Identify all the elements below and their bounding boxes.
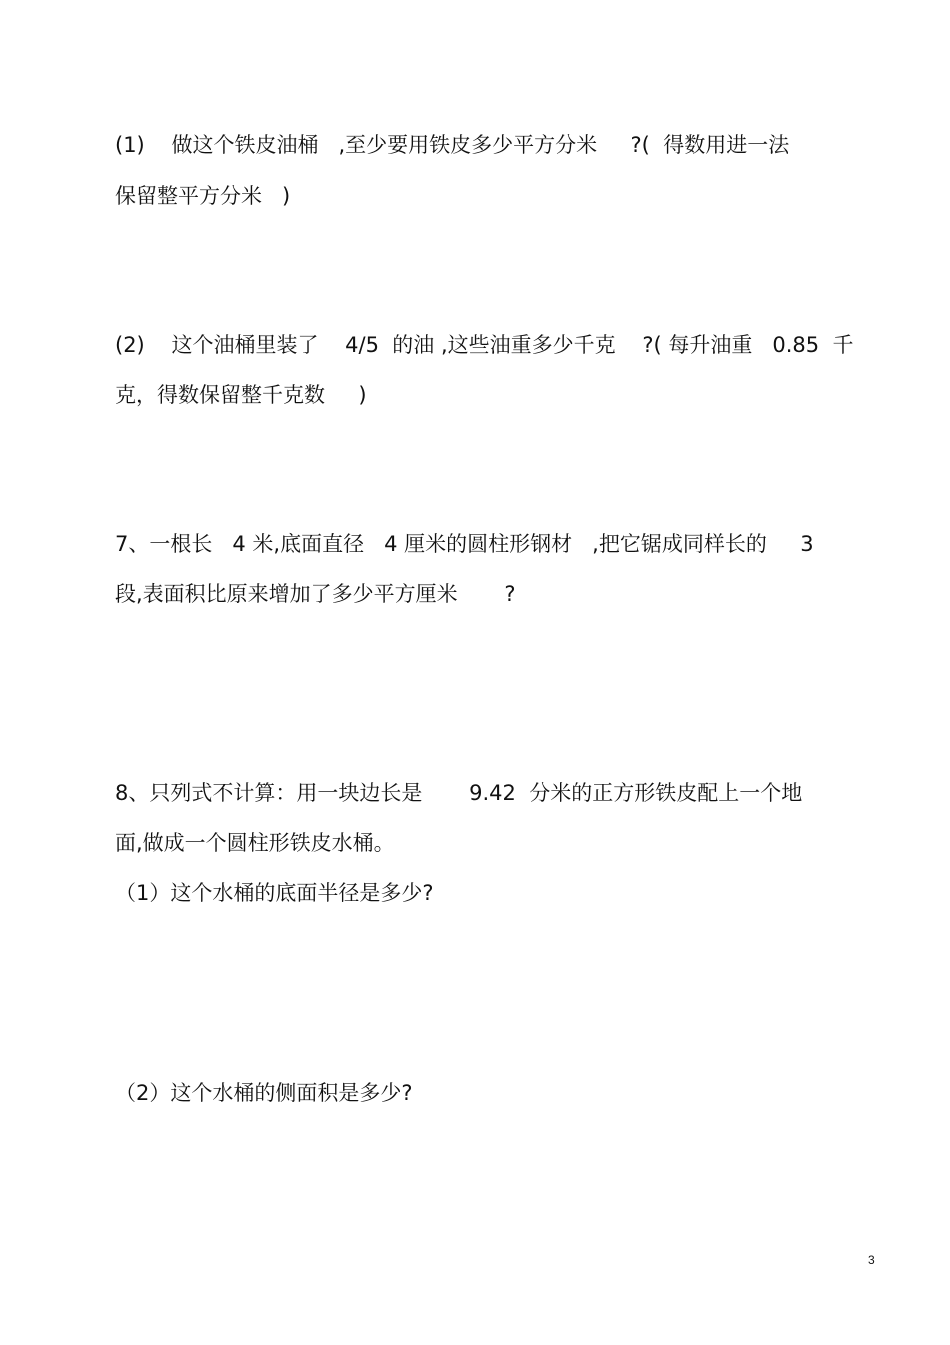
q8-sub-question-2: （2）这个水桶的侧面积是多少? [115,1081,413,1105]
q6-part2-line1: (2) 这个油桶里装了 4/5 的油 ,这些油重多少千克 ?( 每升油重 0.85 千 [115,333,854,357]
q6-part2-line2: 克，得数保留整千克数 ) [115,383,367,407]
q8-sub-question-1: （1）这个水桶的底面半径是多少? [115,881,434,905]
q8-line2: 面,做成一个圆柱形铁皮水桶。 [115,831,395,855]
page-number: 3 [868,1253,875,1267]
q8-line1: 8、只列式不计算：用一块边长是 9.42 分米的正方形铁皮配上一个地 [115,781,803,805]
q7-line2: 段,表面积比原来增加了多少平方厘米 ? [115,582,516,606]
q6-part1-line2: 保留整平方分米 ) [115,184,291,208]
q7-line1: 7、一根长 4 米,底面直径 4 厘米的圆柱形钢材 ,把它锯成同样长的 3 [115,532,814,556]
q6-part1-line1: (1) 做这个铁皮油桶 ,至少要用铁皮多少平方分米 ?( 得数用进一法 [115,133,790,157]
